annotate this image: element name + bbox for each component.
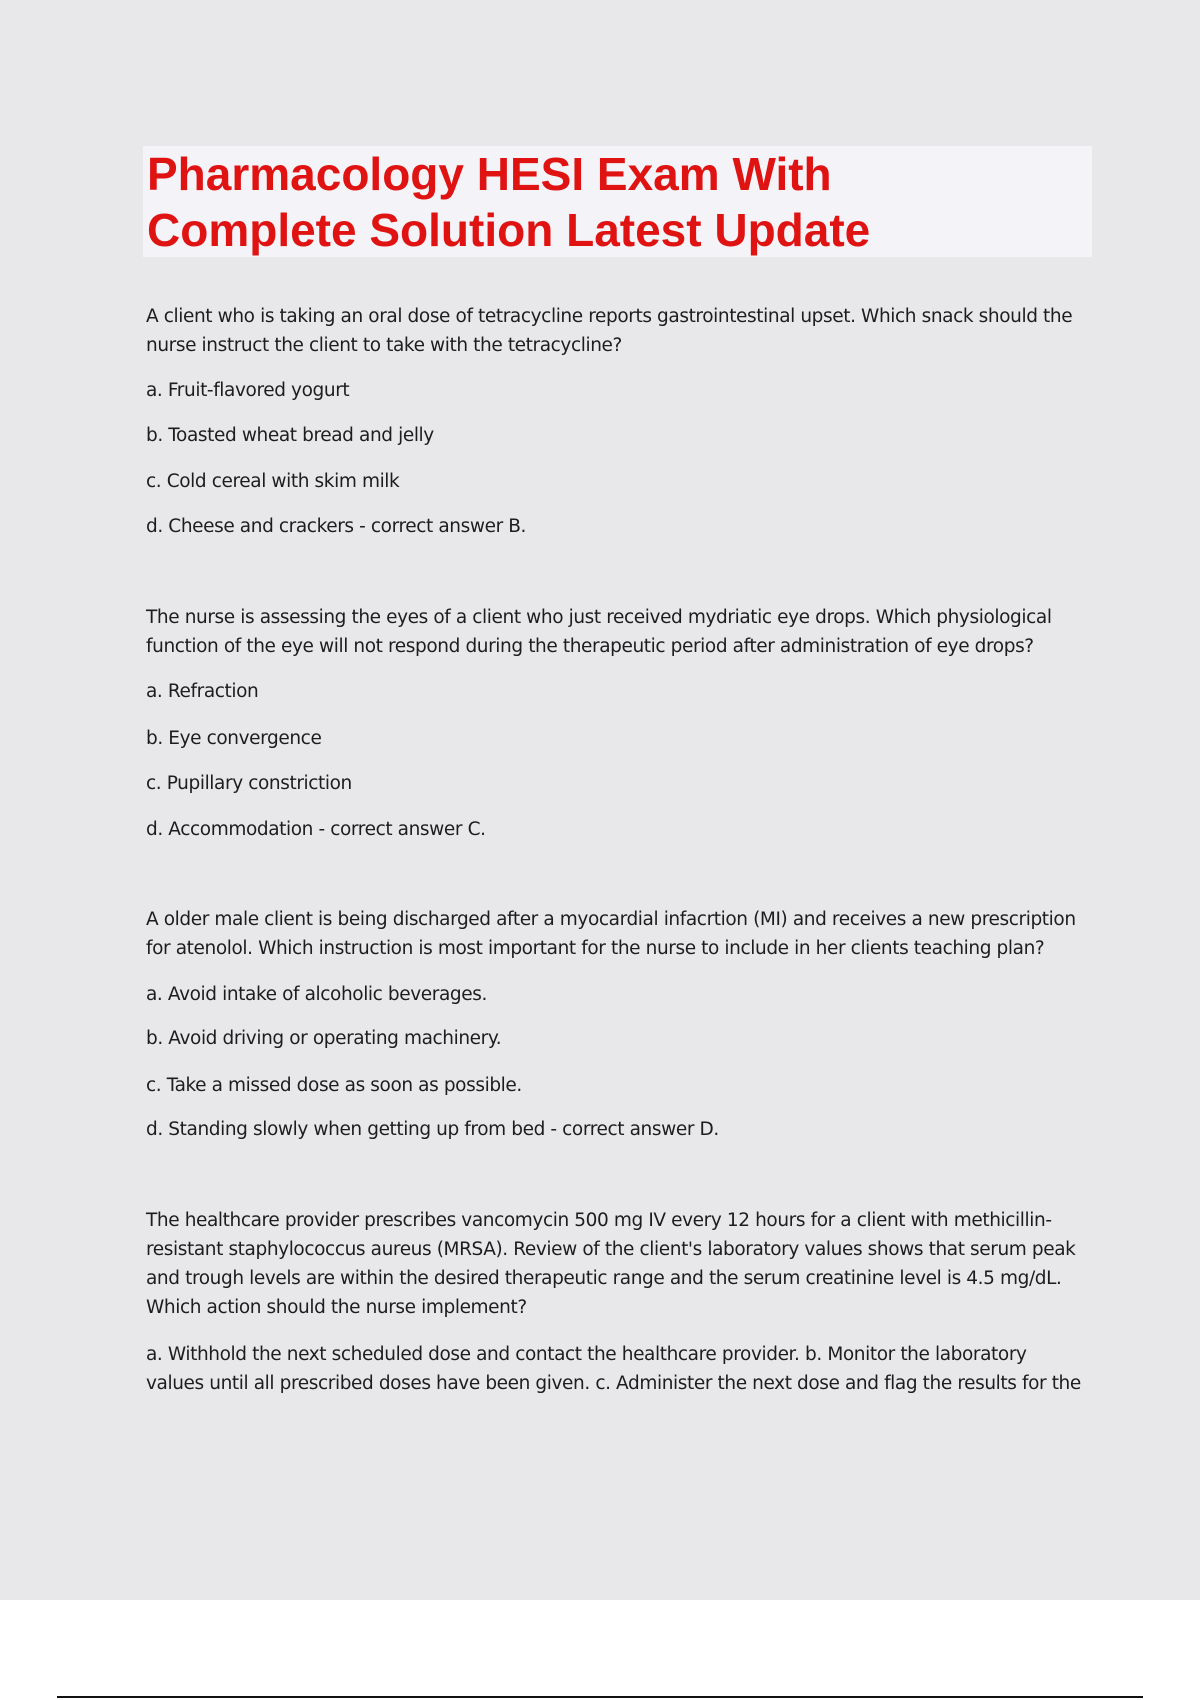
question-1-option-d: d. Cheese and crackers - correct answer B.: [146, 516, 527, 537]
question-1-option-b: b. Toasted wheat bread and jelly: [146, 425, 434, 446]
question-2-option-c: c. Pupillary constriction: [146, 773, 352, 794]
question-3-option-a: a. Avoid intake of alcoholic beverages.: [146, 984, 487, 1005]
question-3-option-c: c. Take a missed dose as soon as possible.: [146, 1075, 522, 1096]
question-2-option-d: d. Accommodation - correct answer C.: [146, 819, 486, 840]
question-3-text: A older male client is being discharged after a myocardial infacrtion (MI) and receives a new prescription for atenolol. Which instruction is most important for the nurse to include in her clients teaching plan?: [146, 909, 1076, 959]
question-1-option-c: c. Cold cereal with skim milk: [146, 471, 400, 492]
footer-divider: [57, 1696, 1143, 1698]
question-2-option-a: a. Refraction: [146, 681, 259, 702]
question-2-option-b: b. Eye convergence: [146, 728, 322, 749]
question-2-text: The nurse is assessing the eyes of a client who just received mydriatic eye drops. Which physiological function of the eye will not respond during the therapeutic period after administration of eye drops?: [146, 607, 1052, 657]
question-3-option-b: b. Avoid driving or operating machinery.: [146, 1028, 502, 1049]
document-title: [143, 146, 1092, 257]
question-4-options: a. Withhold the next scheduled dose and contact the healthcare provider. b. Monitor the laboratory values until all prescribed doses have been given. c. Administer the next dose and flag the results for the: [146, 1344, 1081, 1394]
question-1-text: A client who is taking an oral dose of tetracycline reports gastrointestinal upset. Which snack should the nurse instruct the client to take with the tetracycline?: [146, 306, 1073, 356]
question-4-text: The healthcare provider prescribes vancomycin 500 mg IV every 12 hours for a client with methicillin-resistant staphylococcus aureus (MRSA). Review of the client's laboratory values shows that serum peak and trough levels are within the desired therapeutic range and the serum creatinine level is 4.5 mg/dL. Which action should the nurse implement?: [146, 1210, 1076, 1318]
question-1-option-a: a. Fruit-flavored yogurt: [146, 380, 350, 401]
title-line-1: Pharmacology HESI Exam With: [147, 148, 832, 200]
question-3-option-d: d. Standing slowly when getting up from bed - correct answer D.: [146, 1119, 719, 1140]
title-line-2: Complete Solution Latest Update: [147, 204, 871, 256]
